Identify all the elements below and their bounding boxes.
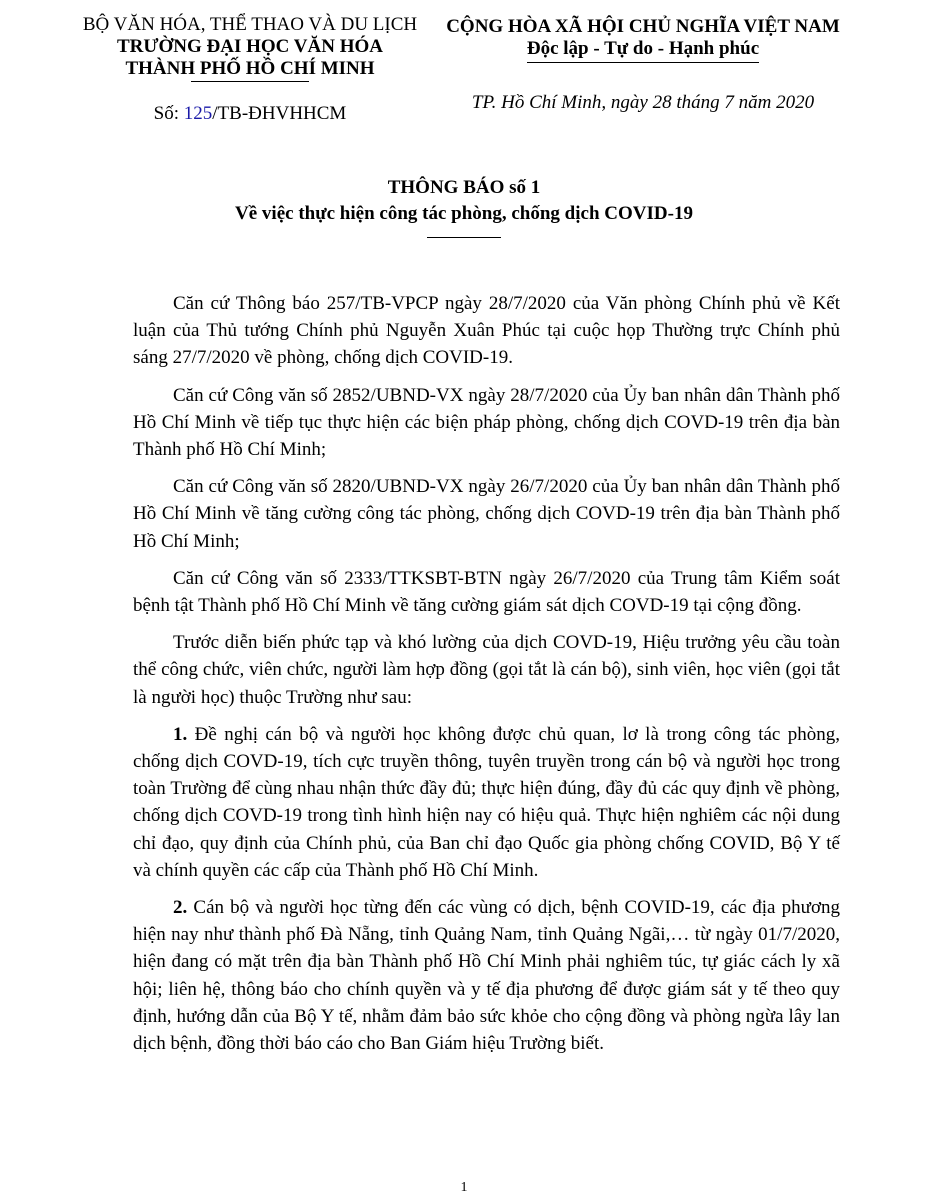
paragraph-legal-basis-1: Căn cứ Thông báo 257/TB-VPCP ngày 28/7/2020 của Văn phòng Chính phủ về Kết luận của Thủ tướng Chính phủ Nguyễn Xuân Phúc tại cuộc họp Thường trực Chính phủ sáng 27/7/2020 về phòng, chống dịch COVID-19. [133, 293, 840, 369]
issuing-agency-block [70, 14, 430, 125]
document-number-suffix: /TB-ĐHVHHCM [212, 103, 347, 124]
paragraph-introduction: Trước diễn biến phức tạp và khó lường của dịch COVD-19, Hiệu trưởng yêu cầu toàn thể công chức, viên chức, người làm hợp đồng (gọi tắt là cán bộ), sinh viên, học viên (gọi tắt là người học) thuộc Trường như sau: [133, 632, 840, 708]
agency-underline [191, 81, 309, 82]
notice-subject: Về việc thực hiện công tác phòng, chống dịch COVID-19 [235, 203, 693, 224]
directive-item-2-number: 2. [173, 897, 188, 919]
document-number [70, 103, 430, 125]
directive-item-1-number: 1. [173, 723, 188, 745]
ministry-name: BỘ VĂN HÓA, THỂ THAO VÀ DU LỊCH [82, 14, 418, 35]
page-number: 1 [460, 1180, 468, 1195]
place-date-line: TP. Hồ Chí Minh, ngày 28 tháng 7 năm 2020 [471, 92, 815, 113]
notice-title-block [0, 175, 928, 238]
document-number-value: 125 [183, 103, 213, 124]
title-underline [427, 237, 501, 238]
paragraph-legal-basis-2: Căn cứ Công văn số 2852/UBND-VX ngày 28/7/2020 của Ủy ban nhân dân Thành phố Hồ Chí Minh về tiếp tục thực hiện các biện pháp phòng, chống dịch COVD-19 trên địa bàn Thành phố Hồ Chí Minh; [133, 384, 840, 461]
republic-name: CỘNG HÒA XÃ HỘI CHỦ NGHĨA VIỆT NAM [446, 16, 840, 37]
paragraph-legal-basis-4: Căn cứ Công văn số 2333/TTKSBT-BTN ngày 26/7/2020 của Trung tâm Kiểm soát bệnh tật Thành phố Hồ Chí Minh về tăng cường giám sát dịch COVD-19 tại cộng đồng. [133, 567, 840, 617]
document-number-prefix: Số: [153, 103, 184, 124]
university-name-line1: TRƯỜNG ĐẠI HỌC VĂN HÓA [116, 36, 383, 57]
notice-body [133, 290, 840, 1057]
directive-item-2 [133, 894, 840, 1057]
national-motto: Độc lập - Tự do - Hạnh phúc [527, 38, 759, 63]
directive-item-2-text: Cán bộ và người học từng đến các vùng có dịch, bệnh COVID-19, các địa phương hiện nay như thành phố Đà Nẵng, tỉnh Quảng Nam, tỉnh Quảng Ngãi,… từ ngày 01/7/2020, hiện đang có mặt trên địa bàn Thành phố Hồ Chí Minh phải nghiêm túc, tự giác cách ly xã hội; liên hệ, thông báo cho chính quyền và y tế địa phương để được giám sát y tế theo quy định, hướng dẫn của Bộ Y tế, nhằm đảm bảo sức khỏe cho cộng đồng và phòng ngừa lây lan dịch bệnh, đồng thời báo cáo cho Ban Giám hiệu Trường biết. [133, 897, 840, 1055]
directive-item-1-text: Đề nghị cán bộ và người học không được chủ quan, lơ là trong công tác phòng, chống dịch COVD-19, tích cực truyền thông, tuyên truyền trong cán bộ và người học trong toàn Trường để cùng nhau nhận thức đầy đủ; thực hiện đúng, đầy đủ các quy định về phòng, chống dịch COVD-19 trong tình hình hiện nay có hiệu quả. Thực hiện nghiêm các nội dung chỉ đạo, quy định của Chính phủ, của Ban chỉ đạo Quốc gia phòng chống COVID, Bộ Y tế và chính quyền các cấp của Thành phố Hồ Chí Minh. [133, 723, 840, 881]
national-header-block [428, 16, 858, 63]
notice-heading: THÔNG BÁO số 1 [387, 177, 541, 198]
directive-item-1 [133, 721, 840, 884]
university-name-line2: THÀNH PHỐ HỒ CHÍ MINH [125, 58, 375, 79]
paragraph-legal-basis-3: Căn cứ Công văn số 2820/UBND-VX ngày 26/7/2020 của Ủy ban nhân dân Thành phố Hồ Chí Minh về tăng cường công tác phòng, chống dịch COVD-19 trên địa bàn Thành phố Hồ Chí Minh; [133, 476, 840, 552]
